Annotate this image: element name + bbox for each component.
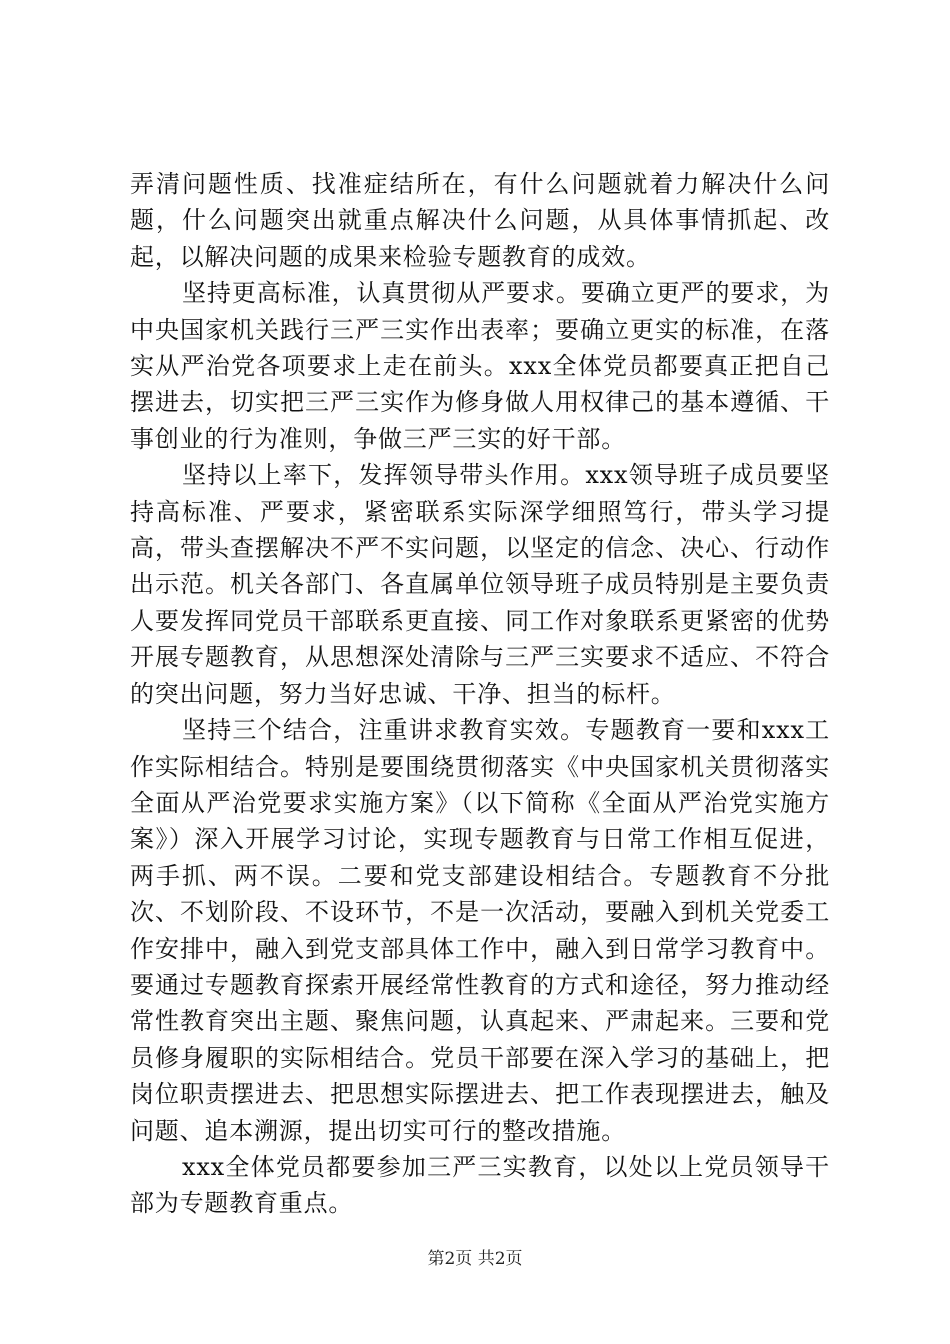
paragraph-three-combinations: 坚持三个结合，注重讲求教育实效。专题教育一要和xxx工作实际相结合。特别是要围绕贯彻落实《中央国家机关贯彻落实全面从严治党要求实施方案》（以下简称《全面从严治党实施方案》）深入开展学习讨论，实现专题教育与日常工作相互促进，两手抓、两不误。二要和党支部建设相结合。专题教育不分批次、不划阶段、不设环节，不是一次活动，要融入到机关党委工作安排中，融入到党支部具体工作中，融入到日常学习教育中。要通过专题教育探索开展经常性教育的方式和途径，努力推动经常性教育突出主题、聚焦问题，认真起来、严肃起来。三要和党员修身履职的实际相结合。党员干部要在深入学习的基础上，把岗位职责摆进去、把思想实际摆进去、把工作表现摆进去，触及问题、追本溯源，提出切实可行的整改措施。: [130, 716, 830, 1145]
paragraph-continuation: 弄清问题性质、找准症结所在，有什么问题就着力解决什么问题，什么问题突出就重点解决什么问题，从具体事情抓起、改起，以解决问题的成果来检验专题教育的成效。: [130, 170, 830, 271]
paragraph-leadership-example: 坚持以上率下，发挥领导带头作用。xxx领导班子成员要坚持高标准、严要求，紧密联系实际深学细照笃行，带头学习提高，带头查摆解决不严不实问题，以坚定的信念、决心、行动作出示范。机关各部门、各直属单位领导班子成员特别是主要负责人要发挥同党员干部联系更直接、同工作对象联系更紧密的优势开展专题教育，从思想深处清除与三严三实要求不适应、不符合的突出问题，努力当好忠诚、干净、担当的标杆。: [130, 461, 830, 708]
paragraph-all-members: xxx全体党员都要参加三严三实教育，以处以上党员领导干部为专题教育重点。: [130, 1152, 830, 1218]
page-number-footer: 第2页 共2页: [427, 1249, 523, 1269]
paragraph-higher-standards: 坚持更高标准，认真贯彻从严要求。要确立更严的要求，为中央国家机关践行三严三实作出表率；要确立更实的标准，在落实从严治党各项要求上走在前头。xxx全体党员都要真正把自己摆进去，切实把三严三实作为修身做人用权律己的基本遵循、干事创业的行为准则，争做三严三实的好干部。: [130, 279, 830, 453]
document-body: [130, 166, 830, 1222]
